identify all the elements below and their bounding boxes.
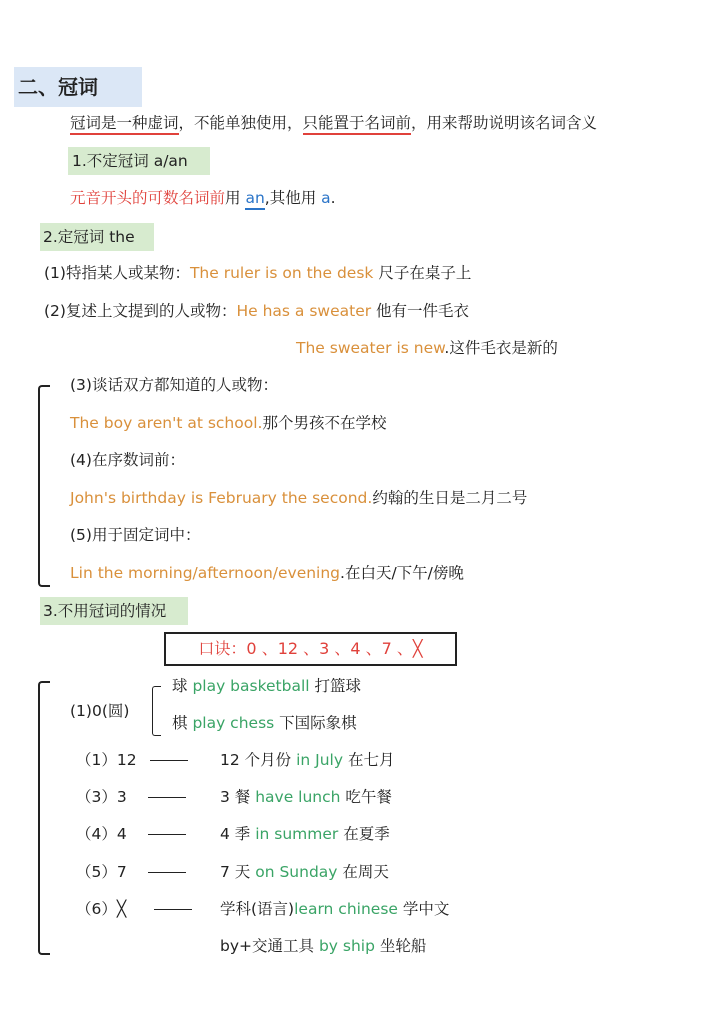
rule-red: 元音开头的可数名词前: [70, 189, 226, 207]
row-content: [220, 786, 392, 808]
ball-tr: 打篮球: [309, 677, 362, 695]
chess-line: [172, 712, 357, 734]
row-tr: 吃午餐: [340, 788, 392, 806]
intro-part3: 只能置于名词前: [303, 114, 412, 135]
row-content: [220, 823, 390, 845]
transport-line: [220, 935, 426, 957]
rule-a: a: [321, 189, 331, 207]
definite-item-3: [70, 412, 386, 434]
item4-en: John's birthday is February the second.: [70, 489, 373, 507]
row-en: in July: [296, 751, 344, 769]
chess-zh: 棋: [172, 714, 193, 732]
rule-mid: 用: [225, 189, 246, 207]
intro-part4: ，用来帮助说明该名词含义: [411, 114, 598, 132]
row-dash: [148, 834, 186, 835]
item2-zh: 他有一件毛衣: [371, 302, 470, 320]
definite-item-5: [70, 562, 464, 584]
zero-bracket: [152, 686, 161, 736]
transport-en: by ship: [318, 937, 375, 955]
item4-zh: 约翰的生日是二月二号: [372, 489, 528, 507]
item5-zh: .在白天/下午/傍晚: [340, 564, 464, 582]
definite-heading: 2.定冠词 the: [43, 228, 135, 246]
row-zh: 4 季: [220, 825, 256, 843]
rule-mid2: ,其他用: [264, 189, 322, 207]
row-tr: 在七月: [343, 751, 395, 769]
row-tr: 在周天: [337, 863, 389, 881]
item2-en: He has a sweater: [236, 302, 372, 320]
chess-tr: 下国际象棋: [274, 714, 357, 732]
definite-item-4: [70, 487, 527, 509]
row-dash: [148, 797, 186, 798]
item3-label: (3)谈话双方都知道的人或物：: [70, 376, 278, 394]
row-en: in summer: [255, 825, 339, 843]
definite-item-2: [44, 300, 469, 322]
no-article-heading: 3.不用冠词的情况: [43, 602, 167, 620]
rule-end: .: [330, 189, 336, 207]
row-label: （4）4: [76, 825, 127, 843]
definite-item-2b: [296, 337, 558, 359]
indefinite-heading: 1.不定冠词 a/an: [72, 152, 188, 170]
item1-zh: 尺子在桌子上: [373, 264, 472, 282]
row-dash: [154, 909, 192, 910]
item4-label: (4)在序数词前：: [70, 451, 185, 469]
row-content: [220, 898, 449, 920]
row-zh: 3 餐: [220, 788, 256, 806]
ball-line: [172, 675, 361, 697]
row-label: （1）12: [76, 751, 137, 769]
row-zh: 12 个月份: [220, 751, 297, 769]
row-en: on Sunday: [255, 863, 338, 881]
row-zh: 7 天: [220, 863, 256, 881]
item1-en: The ruler is on the desk: [189, 264, 374, 282]
item2b-zh: .这件毛衣是新的: [444, 339, 558, 357]
item3-zh: 那个男孩不在学校: [262, 414, 387, 432]
row-content: [220, 861, 389, 883]
items-bracket: [38, 385, 50, 587]
row-tr: 学中文: [397, 900, 450, 918]
transport-zh: by+交通工具: [220, 937, 319, 955]
definite-item-1: [44, 262, 471, 284]
rule-an: an: [245, 189, 264, 210]
item5-label: (5)用于固定词中：: [70, 526, 201, 544]
intro-part1: 冠词是一种虚词: [70, 114, 179, 135]
item2b-en: The sweater is new: [296, 339, 445, 357]
intro-part2: ，不能单独使用，: [178, 114, 303, 132]
row-dash: [150, 760, 188, 761]
row-label: （5）7: [76, 863, 127, 881]
item5-en: Lin the morning/afternoon/evening: [70, 564, 341, 582]
no-article-bracket: [38, 681, 50, 955]
row-label: （3）3: [76, 788, 127, 806]
zero-label: (1)0(圆): [70, 702, 130, 720]
chess-en: play chess: [192, 714, 275, 732]
ball-zh: 球: [172, 677, 193, 695]
item2-label: (2)复述上文提到的人或物：: [44, 302, 237, 320]
item3-en: The boy aren't at school.: [70, 414, 263, 432]
row-en: have lunch: [255, 788, 341, 806]
transport-tr: 坐轮船: [374, 937, 427, 955]
row-tr: 在夏季: [338, 825, 390, 843]
item1-label: (1)特指某人或某物：: [44, 264, 190, 282]
indefinite-rule: [70, 187, 336, 209]
section-title: 二、冠词: [18, 75, 98, 99]
row-label: （6）╳: [76, 900, 127, 918]
mnemonic-box: 口诀：0 、12 、3 、4 、7 、╳: [164, 632, 457, 666]
row-zh: 学科(语言): [220, 900, 295, 918]
row-en: learn chinese: [294, 900, 398, 918]
row-content: [220, 749, 394, 771]
ball-en: play basketball: [192, 677, 310, 695]
row-dash: [148, 872, 186, 873]
intro-text: [70, 112, 597, 134]
